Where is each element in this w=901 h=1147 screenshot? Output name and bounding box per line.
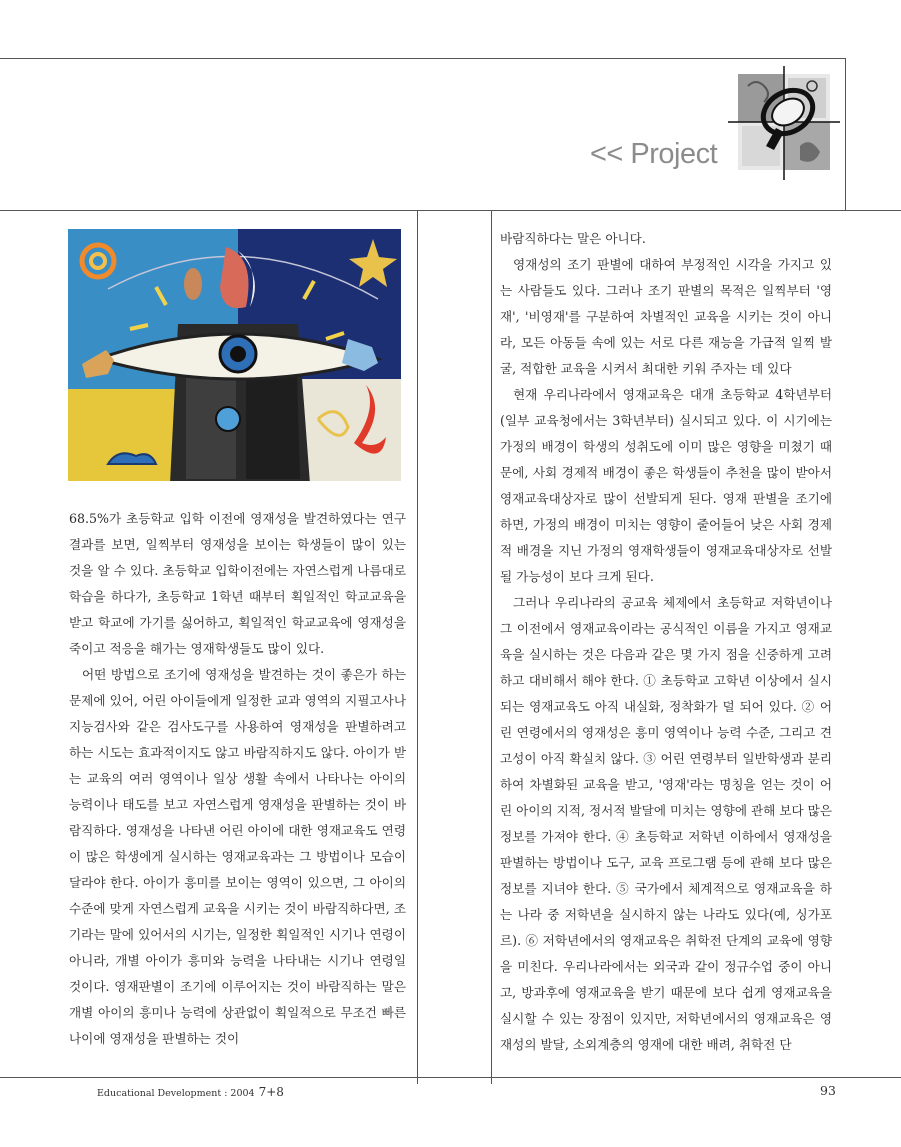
body-column-right (500, 226, 832, 1058)
header-vertical-rule (845, 58, 846, 211)
header-bottom-rule (0, 210, 901, 211)
footer-rule (0, 1077, 901, 1078)
magnifier-collage-icon (728, 66, 840, 180)
section-title: << Project (590, 138, 718, 170)
issue-number: 7+8 (258, 1085, 284, 1099)
top-left-rule (0, 58, 846, 59)
column-divider-left (417, 211, 418, 1084)
surreal-face-eye-illustration (68, 229, 401, 481)
paragraph: 68.5%가 초등학교 입학 이전에 영재성을 발견하였다는 연구결과를 보면, 일찍부터 영재성을 보이는 학생들이 많이 있는 것을 알 수 있다. 초등학교 입학이전에는 자연스럽게 나름대로 학습을 하다가, 초등학교 1학년 때부터 획일적인 학교교육을 받고 학교에 가기를 싫어하고, 획일적인 학교교육에 영재성을 죽이고 적응을 해가는 영재학생들도 많이 있다. (69, 511, 406, 656)
journal-name: Educational Development : 2004 (97, 1088, 255, 1099)
paragraph: 영재성의 조기 판별에 대하여 부정적인 시각을 가지고 있는 사람들도 있다. 그러나 조기 판별의 목적은 일찍부터 '영재', '비영재'를 구분하여 차별적인 교육을 시키는 것이 아니라, 모든 아동들 속에 있는 서로 다른 재능을 가급적 일찍 발굴, 적합한 교육을 시켜서 최대한 키워 주자는 데 있다 (500, 257, 832, 376)
body-column-left (69, 506, 406, 1052)
paragraph: 현재 우리나라에서 영재교육은 대개 초등학교 4학년부터(일부 교육청에서는 3학년부터) 실시되고 있다. 이 시기에는 가정의 배경이 학생의 성취도에 이미 많은 영향을 미쳤기 때문에, 사회 경제적 배경이 좋은 학생들이 추천을 많이 받아서 영재교육대상자로 많이 선발되게 된다. 영재 판별을 조기에 하면, 가정의 배경이 미치는 영향이 줄어들어 낮은 사회 경제적 배경을 지닌 가정의 영재학생들이 영재교육대상자로 선발될 가능성이 보다 크게 된다. (500, 387, 832, 584)
column-divider-right (491, 211, 492, 1084)
paragraph: 그러나 우리나라의 공교육 체제에서 초등학교 저학년이나 그 이전에서 영재교육이라는 공식적인 이름을 가지고 영재교육을 실시하는 것은 다음과 같은 몇 가지 점을 신중하게 고려하고 대비해서 해야 한다. ① 초등학교 고학년 이상에서 실시되는 영재교육도 아직 내실화, 정착화가 덜 되어 있다. ② 어린 연령에서의 영재성은 흥미 영역이나 능력 수준, 그리고 견고성이 아직 확실치 않다. ③ 어린 연령부터 일반학생과 분리하여 차별화된 교육을 받고, '영재'라는 명칭을 얻는 것이 어린 아이의 지적, 정서적 발달에 미치는 영향에 관해 보다 많은 정보를 가져야 한다. ④ 초등학교 저학년 이하에서 영재성을 판별하는 방법이나 도구, 교육 프로그램 등에 관해 보다 많은 정보를 지녀야 한다. ⑤ 국가에서 체계적으로 영재교육을 하는 나라 중 저학년을 실시하지 않는 나라도 있다(예, 싱가포르). ⑥ 저학년에서의 영재교육은 취학전 단계의 교육에 영향을 미친다. 우리나라에서는 외국과 같이 정규수업 중이 아니고, 방과후에 영재교육을 받기 때문에 보다 쉽게 영재교육을 실시할 수 있는 장점이 있지만, 저학년에서의 영재교육은 영재성의 발달, 소외계층의 영재에 대한 배려, 취학전 단 (500, 595, 833, 1052)
page-number: 93 (820, 1083, 836, 1098)
paragraph: 어떤 방법으로 조기에 영재성을 발견하는 것이 좋은가 하는 문제에 있어, 어린 아이들에게 일정한 교과 영역의 지필고사나 지능검사와 같은 검사도구를 사용하여 영재성을 판별하려고 하는 시도는 효과적이지도 않고 바람직하지도 않다. 아이가 받는 교육의 여러 영역이나 일상 생활 속에서 나타나는 아이의 능력이나 태도를 보고 자연스럽게 영재성을 판별하는 것이 바람직하다. 영재성을 나타낸 어린 아이에 대한 영재교육도 연령이 많은 학생에게 실시하는 영재교육과는 그 방법이나 모습이 달라야 한다. 아이가 흥미를 보이는 영역이 있으면, 그 아이의 수준에 맞게 자연스럽게 교육을 시키는 것이 바람직하다면, 조기라는 말에 있어서의 시기는, 일정한 획일적인 시기나 연령이 아니라, 개별 아이가 흥미와 능력을 나타내는 시기나 연령일 것이다. 영재판별이 조기에 이루어지는 것이 바람직하는 말은 개별 아이의 흥미나 능력에 상관없이 획일적으로 무조건 빠른 나이에 영재성을 판별하는 것이 (69, 667, 406, 1046)
paragraph: 바람직하다는 말은 아니다. (500, 231, 646, 246)
footer-journal (97, 1085, 284, 1099)
